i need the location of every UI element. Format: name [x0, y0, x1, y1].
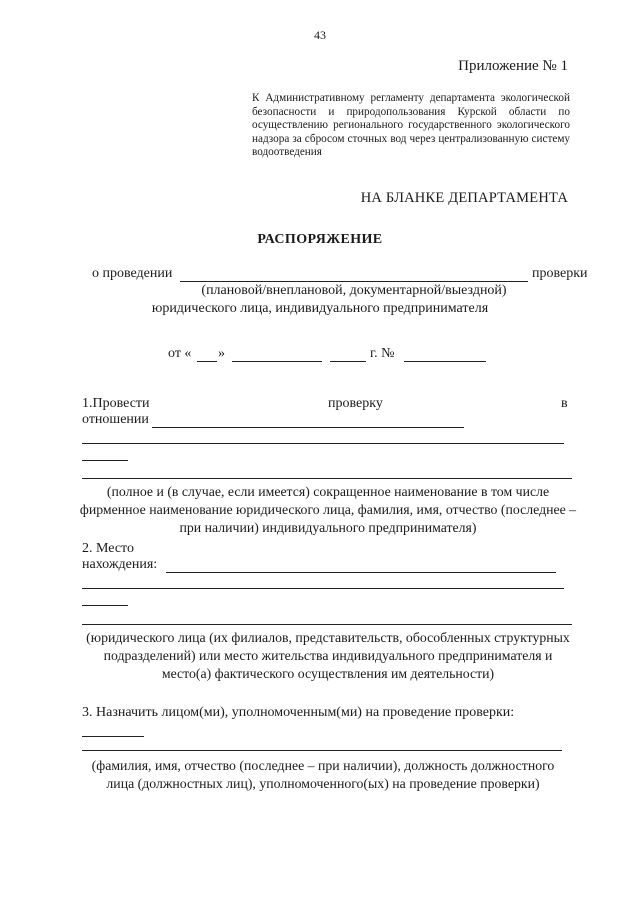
- inspector-blank-1[interactable]: [82, 736, 144, 737]
- date-close-quote: »: [218, 346, 225, 361]
- document-title: РАСПОРЯЖЕНИЕ: [257, 232, 383, 247]
- item2-location: нахождения:: [82, 557, 158, 572]
- entity-name-blank-3[interactable]: [82, 460, 128, 461]
- location-blank-3[interactable]: [82, 605, 128, 606]
- entity-name-blank-1[interactable]: [152, 427, 464, 428]
- date-day-blank[interactable]: [197, 361, 217, 362]
- item1-conduct: 1.Провести: [82, 396, 150, 411]
- about-suffix: проверки: [532, 266, 588, 281]
- item1-in: в: [561, 396, 568, 411]
- item1-regarding: отношении: [82, 412, 149, 427]
- item2-place: 2. Место: [82, 541, 134, 556]
- check-subject: юридического лица, индивидуального предпринимателя: [151, 301, 489, 316]
- regulation-reference: К Административному регламенту департамента экологической безопасности и природопользования Курской области по осуществлению регионального государственного экологического надзора за сбросом сточных вод через централизованную систему водоотведения: [252, 92, 570, 159]
- item2-caption: (юридического лица (их филиалов, представительств, обособленных структурных подразделений) или место жительства индивидуального предпринимателя и место(а) фактического осуществления им деятельности): [86, 630, 570, 681]
- location-blank-2[interactable]: [82, 588, 564, 589]
- appendix-label: Приложение № 1: [458, 58, 568, 74]
- check-type-blank[interactable]: [180, 281, 528, 282]
- about-prefix: о проведении: [92, 266, 173, 281]
- item1-caption: (полное и (в случае, если имеется) сокращенное наименование в том числе фирменное наименование юридического лица, фамилия, имя, отчество (последнее – при наличии) индивидуального предпринимателя): [79, 484, 577, 535]
- date-year-blank[interactable]: [330, 361, 366, 362]
- number-label: г. №: [370, 346, 395, 361]
- entity-name-blank-2[interactable]: [82, 443, 564, 444]
- letterhead-note: НА БЛАНКЕ ДЕПАРТАМЕНТА: [360, 190, 568, 206]
- date-prefix: от «: [168, 346, 192, 361]
- entity-name-blank-4[interactable]: [82, 478, 572, 479]
- date-month-blank[interactable]: [232, 361, 322, 362]
- check-type-hint: (плановой/внеплановой, документарной/выездной): [201, 283, 507, 298]
- inspector-blank-2[interactable]: [82, 750, 562, 751]
- item1-check: проверку: [328, 396, 383, 411]
- item3-caption: (фамилия, имя, отчество (последнее – при наличии), должность должностного лица (должностных лиц), уполномоченного(ых) на проведение проверки): [91, 758, 555, 791]
- location-blank-4[interactable]: [82, 624, 572, 625]
- item3-text: 3. Назначить лицом(ми), уполномоченным(ми) на проведение проверки:: [82, 705, 515, 720]
- order-number-blank[interactable]: [404, 361, 486, 362]
- page-number: 43: [314, 28, 326, 42]
- location-blank-1[interactable]: [166, 572, 556, 573]
